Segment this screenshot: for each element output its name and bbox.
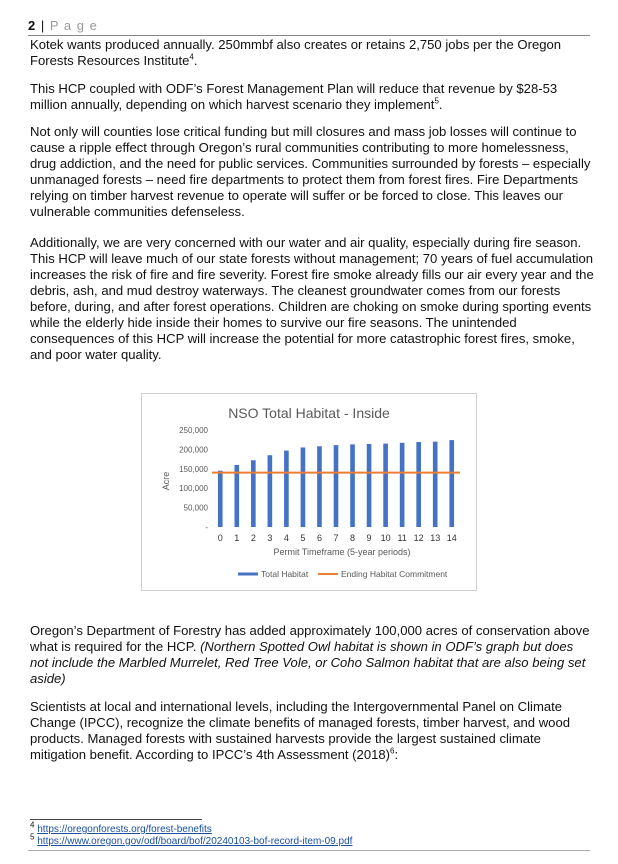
- paragraph-4-text: Additionally, we are very concerned with our water and air quality, especially during fire season. This HCP will leave much of our state forests without management; 70 years of fuel accumulation increases the risk of fire and fire severity. Forest fire smoke already fills our air every year and the debris, ash, and mud destroy waterways. The cleanest groundwater comes from our forests before, during, and after forest operations. Children are choking on smoke during sporting events while the elderly hide inside their homes to survive our fire seasons. The unintended consequences of this HCP will increase the potential for more catastrophic forest fires, smoke, and poor water quality.: [30, 235, 594, 362]
- bar-total-habitat: [383, 444, 388, 527]
- x-tick-label: 8: [350, 533, 356, 543]
- paragraph-1: [30, 37, 595, 69]
- footnote-4-link[interactable]: https://oregonforests.org/forest-benefits: [37, 824, 212, 835]
- x-tick-label: 3: [267, 533, 273, 543]
- x-axis-label: Permit Timeframe (5-year periods): [273, 547, 411, 557]
- x-tick-label: 2: [250, 533, 256, 543]
- header-divider: [28, 35, 590, 36]
- bar-total-habitat: [234, 465, 239, 527]
- x-tick-label: 7: [333, 533, 339, 543]
- paragraph-3-text: Not only will counties lose critical funding but mill closures and mass job losses will continue to cause a ripple effect through Oregon’s rural communities contributing to more homelessness, drug addiction, and the need for public services. Communities surrounded by forests – especially unmanaged forests – need fire departments to protect them from forest fires. Fire Departments relying on timber harvest revenue to operate will suffer or be forced to close. This leaves our vulnerable communities defenseless.: [30, 124, 591, 219]
- footnote-divider: [30, 819, 202, 820]
- footnote-4-number: 4: [30, 820, 35, 830]
- nso-habitat-chart: [141, 393, 477, 591]
- footnote-4: [30, 820, 212, 836]
- page-number: 2: [28, 18, 37, 33]
- paragraph-2-text: This HCP coupled with ODF’s Forest Management Plan will reduce that revenue by $28-53 million annually, depending on which harvest scenario they implement: [30, 81, 558, 112]
- chart-legend: [238, 569, 448, 579]
- x-tick-label: 9: [366, 533, 372, 543]
- footnote-ref-5[interactable]: 5: [434, 96, 439, 106]
- x-tick-label: 12: [413, 533, 424, 543]
- y-tick-label: 250,000: [179, 426, 208, 435]
- legend-label-commitment: Ending Habitat Commitment: [341, 569, 448, 579]
- x-tick-label: 10: [380, 533, 391, 543]
- paragraph-6-text: Scientists at local and international levels, including the Intergovernmental Panel on Climate Change (IPCC), recognize the climate benefits of managed forests, timber harvest, and wood products. Managed forests with sustained harvests provide the largest sustained climate mitigation benefit. According to IPCC’s 4th Assessment (2018): [30, 699, 571, 762]
- bar-total-habitat: [284, 451, 289, 527]
- bar-series: [218, 440, 454, 527]
- x-tick-label: 14: [446, 533, 457, 543]
- page-label: P a g e: [49, 18, 98, 33]
- paragraph-6: [30, 699, 595, 763]
- x-ticks: [218, 533, 457, 543]
- x-tick-label: 6: [316, 533, 322, 543]
- footnote-ref-4[interactable]: 4: [189, 52, 194, 62]
- y-ticks: [179, 426, 208, 532]
- bar-total-habitat: [317, 446, 322, 527]
- x-tick-label: 1: [234, 533, 240, 543]
- x-tick-label: 4: [283, 533, 289, 543]
- y-axis-label: Acre: [161, 471, 171, 491]
- paragraph-2: [30, 81, 595, 113]
- bar-total-habitat: [251, 460, 256, 527]
- footnote-ref-6[interactable]: 6: [390, 746, 395, 756]
- y-tick-label: 150,000: [179, 464, 208, 474]
- x-tick-label: 0: [217, 533, 223, 543]
- x-tick-label: 11: [397, 533, 407, 543]
- bar-total-habitat: [218, 471, 223, 527]
- paragraph-4: [30, 235, 595, 363]
- footnote-5: [30, 832, 353, 848]
- bar-total-habitat: [416, 442, 421, 527]
- bar-total-habitat: [268, 455, 273, 527]
- footnote-5-link[interactable]: https://www.oregon.gov/odf/board/bof/20240103-bof-record-item-09.pdf: [37, 836, 353, 847]
- paragraph-5: [30, 623, 595, 687]
- x-tick-label: 13: [430, 533, 441, 543]
- paragraph-1-end: .: [193, 53, 198, 68]
- page-separator: |: [36, 18, 50, 33]
- footnote-5-number: 5: [30, 832, 35, 842]
- bar-total-habitat: [367, 444, 372, 527]
- paragraph-2-end: .: [438, 97, 443, 112]
- y-tick-label: 200,000: [179, 445, 208, 455]
- paragraph-3: [30, 124, 595, 220]
- y-tick-label: -: [205, 523, 208, 532]
- chart-title: NSO Total Habitat - Inside: [228, 405, 390, 421]
- y-tick-label: 50,000: [183, 503, 208, 513]
- legend-label-total-habitat: Total Habitat: [261, 569, 309, 579]
- paragraph-1-text: Kotek wants produced annually. 250mmbf also creates or retains 2,750 jobs per the Oregon Forests Resources Institute: [30, 37, 562, 68]
- paragraph-5-text: Oregon’s Department of Forestry has added approximately 100,000 acres of conservation above what is required for the HCP.: [30, 623, 590, 654]
- x-tick-label: 5: [300, 533, 306, 543]
- paragraph-5-italic: (Northern Spotted Owl habitat is shown in ODF’s graph but does not include the Marbled Murrelet, Red Tree Vole, or Coho Salmon habitat that are also being set aside): [30, 639, 586, 686]
- bar-total-habitat: [350, 444, 355, 527]
- bar-total-habitat: [400, 443, 405, 527]
- chart-canvas: [142, 394, 476, 590]
- page-bottom-rule: [28, 850, 590, 851]
- bar-total-habitat: [301, 447, 306, 527]
- bar-total-habitat: [334, 445, 339, 527]
- page-header: [28, 18, 98, 33]
- bar-total-habitat: [449, 440, 454, 527]
- bar-total-habitat: [433, 442, 438, 527]
- paragraph-6-end: :: [394, 747, 399, 762]
- y-tick-label: 100,000: [179, 484, 208, 494]
